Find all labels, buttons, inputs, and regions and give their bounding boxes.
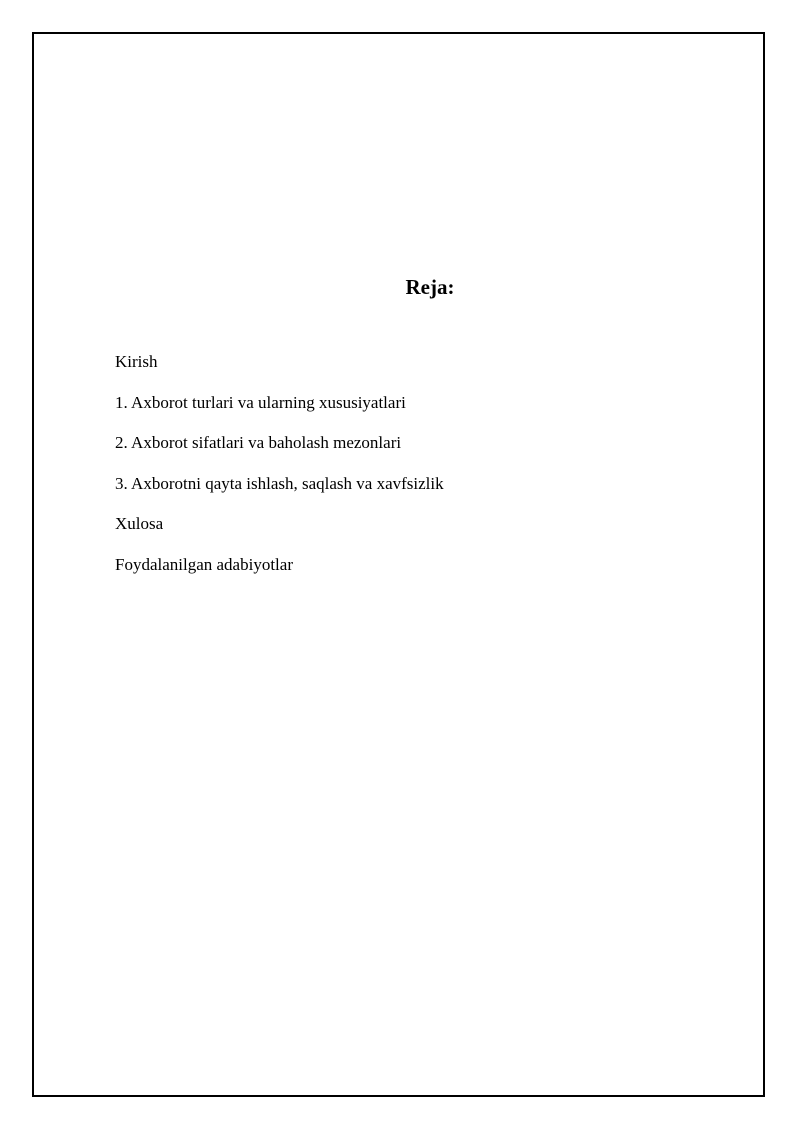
plan-item-3: 3. Axborotni qayta ishlash, saqlash va xavfsizlik <box>115 473 444 493</box>
plan-item-2: 2. Axborot sifatlari va baholash mezonlari <box>115 433 402 452</box>
page-title: Reja: <box>405 275 455 299</box>
plan-item-references: Foydalanilgan adabiyotlar <box>115 554 293 574</box>
plan-item-intro: Kirish <box>115 352 158 371</box>
plan-item-conclusion: Xulosa <box>115 514 164 533</box>
plan-item-1: 1. Axborot turlari va ularning xususiyatlari <box>115 392 406 412</box>
plan-list <box>115 350 444 593</box>
